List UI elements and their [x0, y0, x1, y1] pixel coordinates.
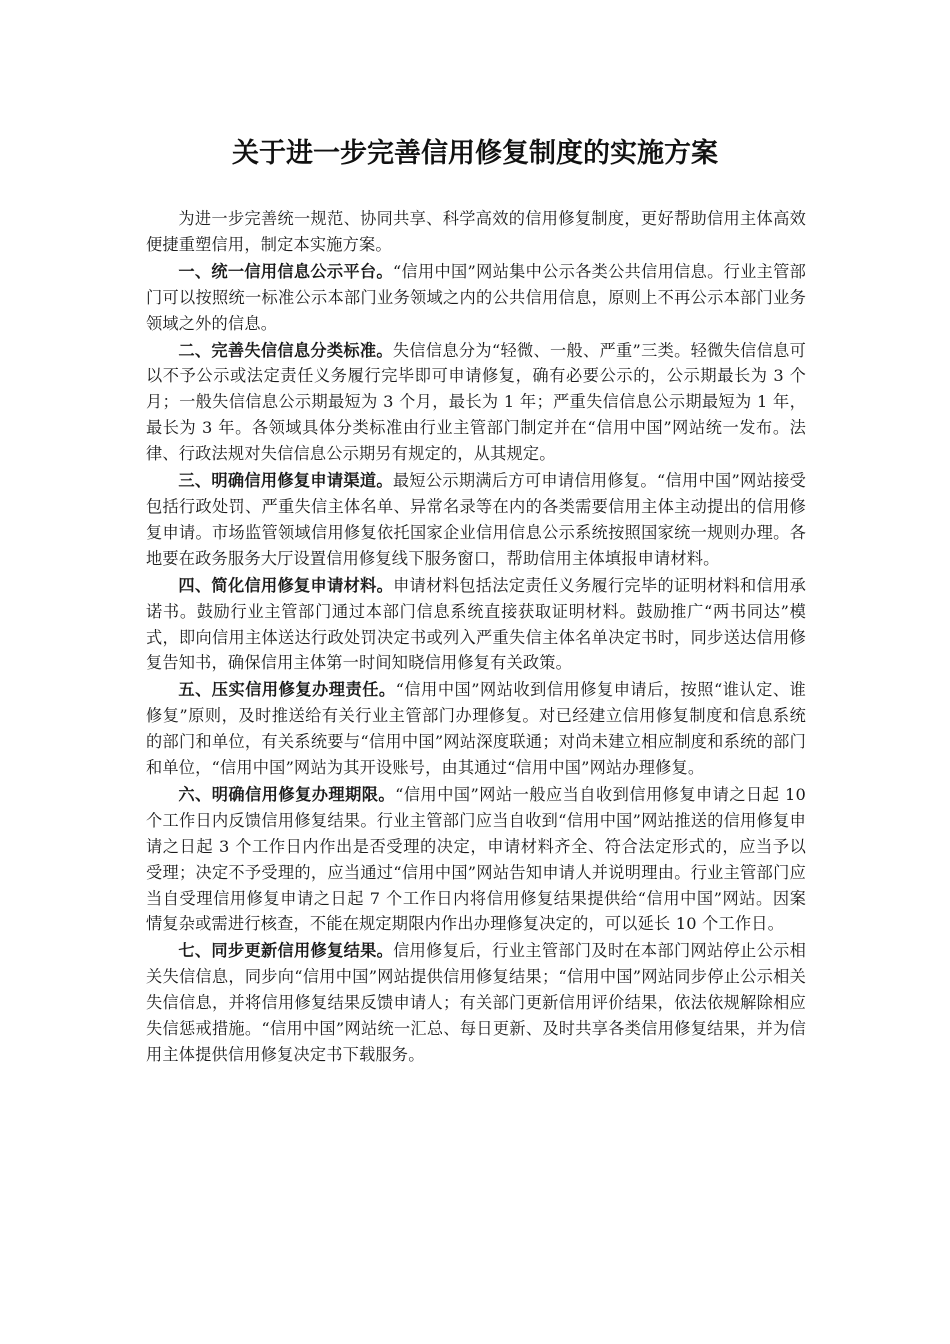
- intro-paragraph: 为进一步完善统一规范、协同共享、科学高效的信用修复制度，更好帮助信用主体高效便捷重塑信用，制定本实施方案。: [146, 209, 806, 254]
- document-title: 关于进一步完善信用修复制度的实施方案: [232, 138, 718, 169]
- section-text: “信用中国”网站集中公示各类公共信用信息。行业主管部门可以按照统一标准公示本部门业务领域之内的公共信用信息，原则上不再公示本部门业务领域之外的信息。: [146, 261, 806, 333]
- section-paragraph: [146, 573, 806, 677]
- section-text: “信用中国”网站一般应当自收到信用修复申请之日起 10 个工作日内反馈信用修复结果。行业主管部门应当自收到“信用中国”网站推送的信用修复申请之日起 3 个工作日内作出是否受理的决定，申请材料齐全、符合法定形式的，应当予以受理；决定不予受理的，应当通过“信用中国”网站告知申请人并说明理由。行业主管部门应当自受理信用修复申请之日起 7 个工作日内将信用修复结果提供给“信用中国”网站。因案情复杂或需进行核查，不能在规定期限内作出办理修复决定的，可以延长 10 个工作日。: [146, 784, 806, 934]
- section-paragraph: [146, 677, 806, 781]
- section-paragraph: [146, 938, 806, 1068]
- section-paragraph: [146, 782, 806, 937]
- section-text: 信用修复后，行业主管部门及时在本部门网站停止公示相关失信信息，同步向“信用中国”网站提供信用修复结果；“信用中国”网站同步停止公示相关失信信息，并将信用修复结果反馈申请人；有关部门更新信用评价结果，依法依规解除相应失信惩戒措施。“信用中国”网站统一汇总、每日更新、及时共享各类信用修复结果，并为信用主体提供信用修复决定书下载服务。: [146, 941, 806, 1064]
- section-text: 申请材料包括法定责任义务履行完毕的证明材料和信用承诺书。鼓励行业主管部门通过本部门信息系统直接获取证明材料。鼓励推广“两书同达”模式，即向信用主体送达行政处罚决定书或列入严重失信主体名单决定书时，同步送达信用修复告知书，确保信用主体第一时间知晓信用修复有关政策。: [146, 575, 806, 673]
- section-heading: 二、完善失信信息分类标准。: [178, 340, 393, 360]
- section-paragraph: [146, 338, 806, 468]
- section-heading: 五、压实信用修复办理责任。: [178, 680, 396, 700]
- document-body: [146, 206, 806, 1068]
- section-heading: 四、简化信用修复申请材料。: [178, 575, 394, 595]
- section-heading: 六、明确信用修复办理期限。: [178, 784, 396, 804]
- section-text: 失信信息分为“轻微、一般、严重”三类。轻微失信信息可以不予公示或法定责任义务履行完毕即可申请修复，确有必要公示的，公示期最长为 3 个月；一般失信信息公示期最短为 3 个月，最长为 1 年；严重失信信息公示期最短为 1 年，最长为 3 年。各领域具体分类标准由行业主管部门制定并在“信用中国”网站统一发布。法律、行政法规对失信信息公示期另有规定的，从其规定。: [146, 340, 806, 464]
- section-heading: 一、统一信用信息公示平台。: [178, 261, 393, 281]
- section-heading: 三、明确信用修复申请渠道。: [178, 471, 393, 491]
- section-paragraph: [146, 259, 806, 337]
- section-text: 最短公示期满后方可申请信用修复。“信用中国”网站接受包括行政处罚、严重失信主体名单、异常名录等在内的各类需要信用主体主动提出的信用修复申请。市场监管领域信用修复依托国家企业信用信息公示系统按照国家统一规则办理。各地要在政务服务大厅设置信用修复线下服务窗口，帮助信用主体填报申请材料。: [146, 471, 806, 568]
- section-heading: 七、同步更新信用修复结果。: [178, 941, 394, 961]
- section-paragraph: [146, 468, 806, 572]
- section-text: “信用中国”网站收到信用修复申请后，按照“谁认定、谁修复”原则，及时推送给有关行业主管部门办理修复。对已经建立信用修复制度和信息系统的部门和单位，有关系统要与“信用中国”网站深度联通；对尚未建立相应制度和系统的部门和单位，“信用中国”网站为其开设账号，由其通过“信用中国”网站办理修复。: [146, 680, 806, 778]
